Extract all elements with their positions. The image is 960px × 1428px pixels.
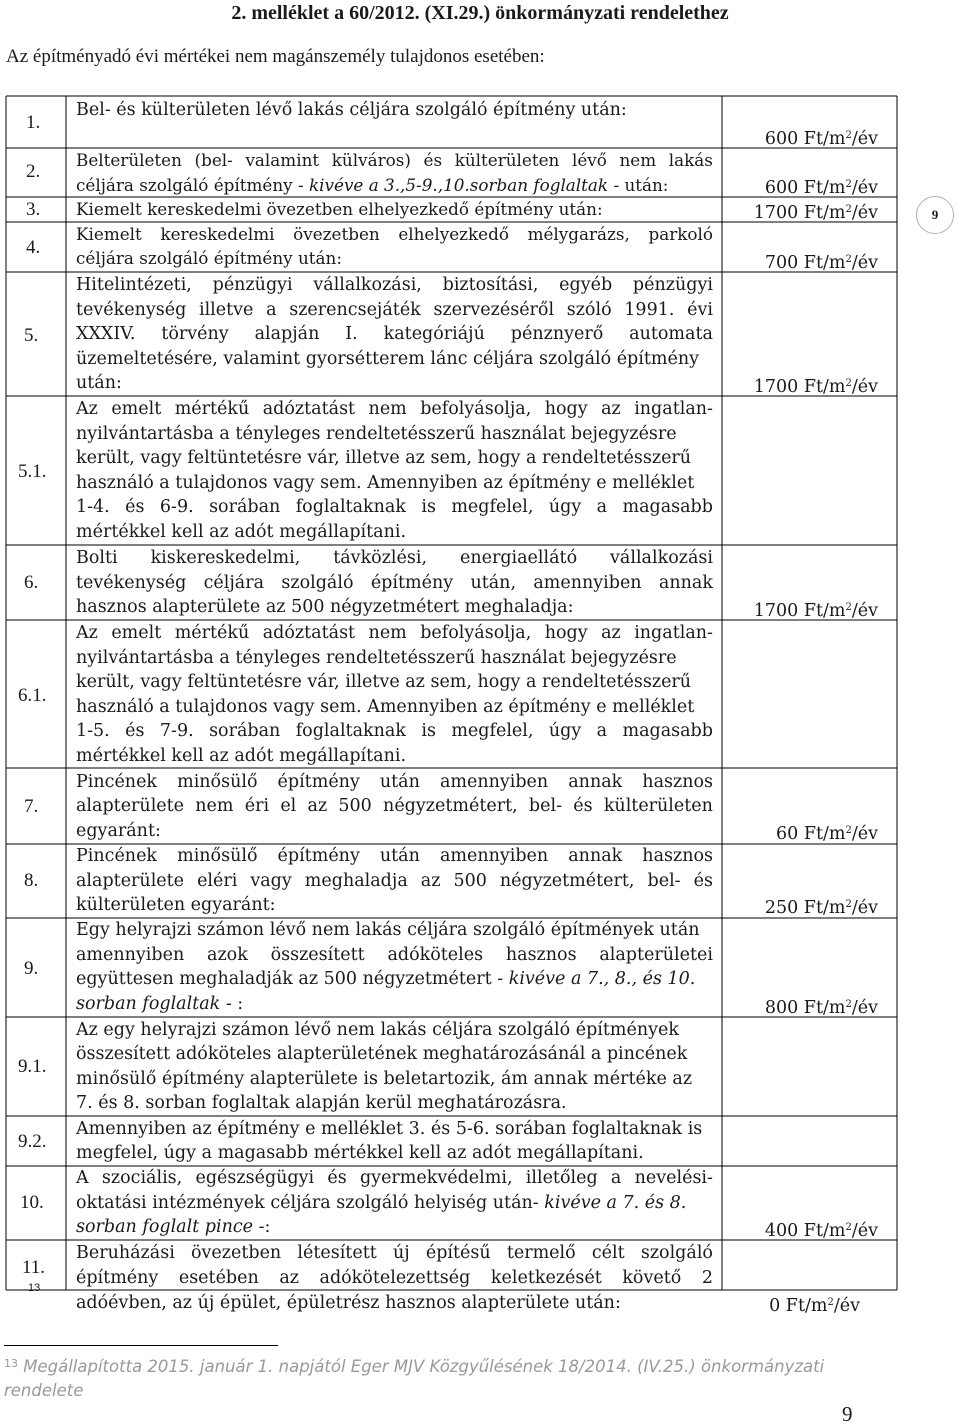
row-9-2-line-2: megfelel, úgy a magasabb mértékkel kell az adót megállapítani.	[76, 1143, 644, 1163]
intro-text: Az építményadó évi mértékei nem magánszemély tulajdonos esetében:	[6, 46, 545, 67]
row-2-rate: 600 $Ft/m^2/év$	[764, 178, 878, 198]
row-2-number: 2.	[26, 161, 41, 182]
row-5-rate: 1700 $Ft/m^2/év$	[753, 377, 878, 397]
row-10-line-1: A szociális, egészségügyi és gyermekvédelmi, illetőleg a nevelési-	[76, 1168, 713, 1188]
row-8-line-2: alapterülete eléri vagy meghaladja az 500 négyzetmétert, bel- és	[76, 871, 713, 891]
row-6-line-2: tevékenység céljára szolgáló építmény után, amennyiben annak	[76, 573, 713, 593]
row-5-line-1: Hitelintézeti, pénzügyi vállalkozási, biztosítási, egyéb pénzügyi	[76, 275, 713, 295]
row-9-1-line-4: 7. és 8. sorban foglaltak alapján kerül meghatározásra.	[76, 1093, 567, 1113]
row-5-line-2: tevékenység illetve a szerencsejáték szervezéséről szóló 1991. évi	[76, 300, 713, 320]
row-5-1-line-3: került, vagy feltüntetésre vár, illetve az sem, hogy a rendeltetésszerű	[76, 448, 692, 468]
footnote-text: Megállapította 2015. január 1. napjától Eger MJV Közgyűlésének 18/2014. (IV.25.) önkormányzati rendelete	[4, 1357, 825, 1400]
page-number: 9	[842, 1402, 853, 1426]
row-9-2-line-1: Amennyiben az építmény e melléklet 3. és 5-6. sorában foglaltaknak is	[76, 1119, 703, 1139]
row-6-1-line-1: Az emelt mértékű adóztatást nem befolyásolja, hogy az ingatlan-	[76, 623, 713, 643]
row-9-1-number: 9.1.	[18, 1056, 47, 1077]
row-6-line-3: hasznos alapterülete az 500 négyzetmétert meghaladja:	[76, 597, 574, 617]
row-10-line-2: oktatási intézmények céljára szolgáló helyiség után- kivéve a 7. és 8.	[76, 1193, 687, 1213]
row-9-line-1: Egy helyrajzi számon lévő nem lakás céljára szolgáló építmények után	[76, 920, 700, 940]
row-5-1-line-6: mértékkel kell az adót megállapítani.	[76, 522, 407, 542]
row-6-rate: 1700 $Ft/m^2/év$	[753, 601, 878, 621]
row-10-number: 10.	[20, 1192, 44, 1213]
row-7-number: 7.	[24, 796, 39, 817]
row-5-1-line-1: Az emelt mértékű adóztatást nem befolyásolja, hogy az ingatlan-	[76, 399, 713, 419]
footnote-divider	[4, 1345, 278, 1346]
row-8-line-3: külterületen egyaránt:	[76, 895, 276, 915]
footnote-number: 13	[4, 1357, 18, 1370]
row-3-number: 3.	[26, 199, 41, 220]
row-6-1-number: 6.1.	[18, 685, 47, 706]
row-3-rate: 1700 $Ft/m^2/év$	[753, 203, 878, 223]
row-2-line-1: Belterületen (bel- valamint külváros) és külterületen lévő nem lakás	[76, 150, 713, 170]
row-10-line-3: sorban foglalt pince -:	[76, 1217, 271, 1237]
row-5-line-5: után:	[76, 373, 122, 393]
row-11-rate: 0 $Ft/m^2/év$	[769, 1296, 860, 1316]
row-6-number: 6.	[24, 572, 39, 593]
row-11-line-3: adóévben, az új épület, épületrész hasznos alapterülete után:	[76, 1293, 621, 1313]
row-1-number: 1.	[26, 112, 41, 133]
row-1-text: Bel- és külterületen lévő lakás céljára szolgáló építmény után:	[76, 100, 627, 120]
row-5-1-line-2: nyilvántartásba a tényleges rendeltetésszerű használat bejegyzésre	[76, 424, 677, 444]
row-5-line-3: XXXIV. törvény alapján I. kategóriájú pénznyerő automata	[76, 324, 713, 344]
row-3-text: Kiemelt kereskedelmi övezetben elhelyezkedő építmény után:	[76, 199, 603, 219]
row-4-line-1: Kiemelt kereskedelmi övezetben elhelyezkedő mélygarázs, parkoló	[76, 224, 713, 244]
row-4-number: 4.	[26, 237, 41, 258]
row-6-1-line-3: került, vagy feltüntetésre vár, illetve az sem, hogy a rendeltetésszerű	[76, 672, 692, 692]
row-4-rate: 700 $Ft/m^2/év$	[764, 253, 878, 273]
row-6-1-line-5: 1-5. és 7-9. sorában foglaltaknak is megfelel, úgy a magasabb	[76, 721, 713, 741]
row-7-line-2: alapterülete nem éri el az 500 négyzetmétert, bel- és külterületen	[76, 796, 713, 816]
footnote-reference: 13	[28, 1282, 41, 1294]
row-11-number: 11.	[22, 1257, 46, 1278]
row-5-number: 5.	[24, 325, 39, 346]
row-11-line-2: építmény esetében az adókötelezettség keletkezését követő 2	[76, 1268, 713, 1288]
page-badge: 9	[916, 196, 954, 234]
row-6-1-line-4: használó a tulajdonos vagy sem. Amennyiben az építmény e melléklet	[76, 697, 695, 717]
row-2-line-2: céljára szolgáló építmény - kivéve a 3.,5-9.,10.sorban foglaltak - után:	[76, 175, 669, 195]
row-8-line-1: Pincének minősülő építmény után amennyiben annak hasznos	[76, 846, 713, 866]
row-9-1-line-3: minősülő építmény alapterülete is beletartozik, ám annak mértéke az	[76, 1069, 693, 1089]
footnote	[4, 1352, 876, 1403]
row-10-rate: 400 $Ft/m^2/év$	[764, 1221, 878, 1241]
row-6-1-line-6: mértékkel kell az adót megállapítani.	[76, 746, 407, 766]
row-11-line-1: Beruházási övezetben létesített új építésű termelő célt szolgáló	[76, 1243, 713, 1263]
row-9-rate: 800 $Ft/m^2/év$	[764, 998, 878, 1018]
row-7-rate: 60 $Ft/m^2/év$	[775, 824, 878, 844]
row-9-2-number: 9.2.	[18, 1131, 47, 1152]
row-9-1-line-1: Az egy helyrajzi számon lévő nem lakás céljára szolgáló építmények	[76, 1020, 679, 1040]
row-4-line-2: céljára szolgáló építmény után:	[76, 248, 343, 268]
row-9-line-2: amennyiben azok összesített adóköteles hasznos alapterületei	[76, 945, 713, 965]
row-9-line-4: sorban foglaltak - :	[76, 994, 244, 1014]
row-5-1-number: 5.1.	[18, 461, 47, 482]
row-5-1-line-5: 1-4. és 6-9. sorában foglaltaknak is megfelel, úgy a magasabb	[76, 497, 713, 517]
row-9-line-3: együttesen meghaladják az 500 négyzetmétert - kivéve a 7., 8., és 10.	[76, 969, 696, 989]
row-6-1-line-2: nyilvántartásba a tényleges rendeltetésszerű használat bejegyzésre	[76, 648, 677, 668]
document-title: 2. melléklet a 60/2012. (XI.29.) önkormányzati rendelethez	[231, 2, 729, 24]
row-5-line-4: üzemeltetésére, valamint gyorsétterem lánc céljára szolgáló építmény	[76, 349, 699, 369]
row-5-1-line-4: használó a tulajdonos vagy sem. Amennyiben az építmény e melléklet	[76, 473, 695, 493]
row-8-number: 8.	[24, 870, 39, 891]
row-7-line-3: egyaránt:	[76, 821, 161, 841]
row-7-line-1: Pincének minősülő építmény után amennyiben annak hasznos	[76, 772, 713, 792]
row-9-1-line-2: összesített adóköteles alapterületének meghatározásánál a pincének	[76, 1044, 688, 1064]
row-8-rate: 250 $Ft/m^2/év$	[764, 898, 878, 918]
row-1-rate: 600 $Ft/m^2/év$	[764, 129, 878, 149]
row-6-line-1: Bolti kiskereskedelmi, távközlési, energiaellátó vállalkozási	[76, 548, 713, 568]
row-9-number: 9.	[24, 958, 39, 979]
